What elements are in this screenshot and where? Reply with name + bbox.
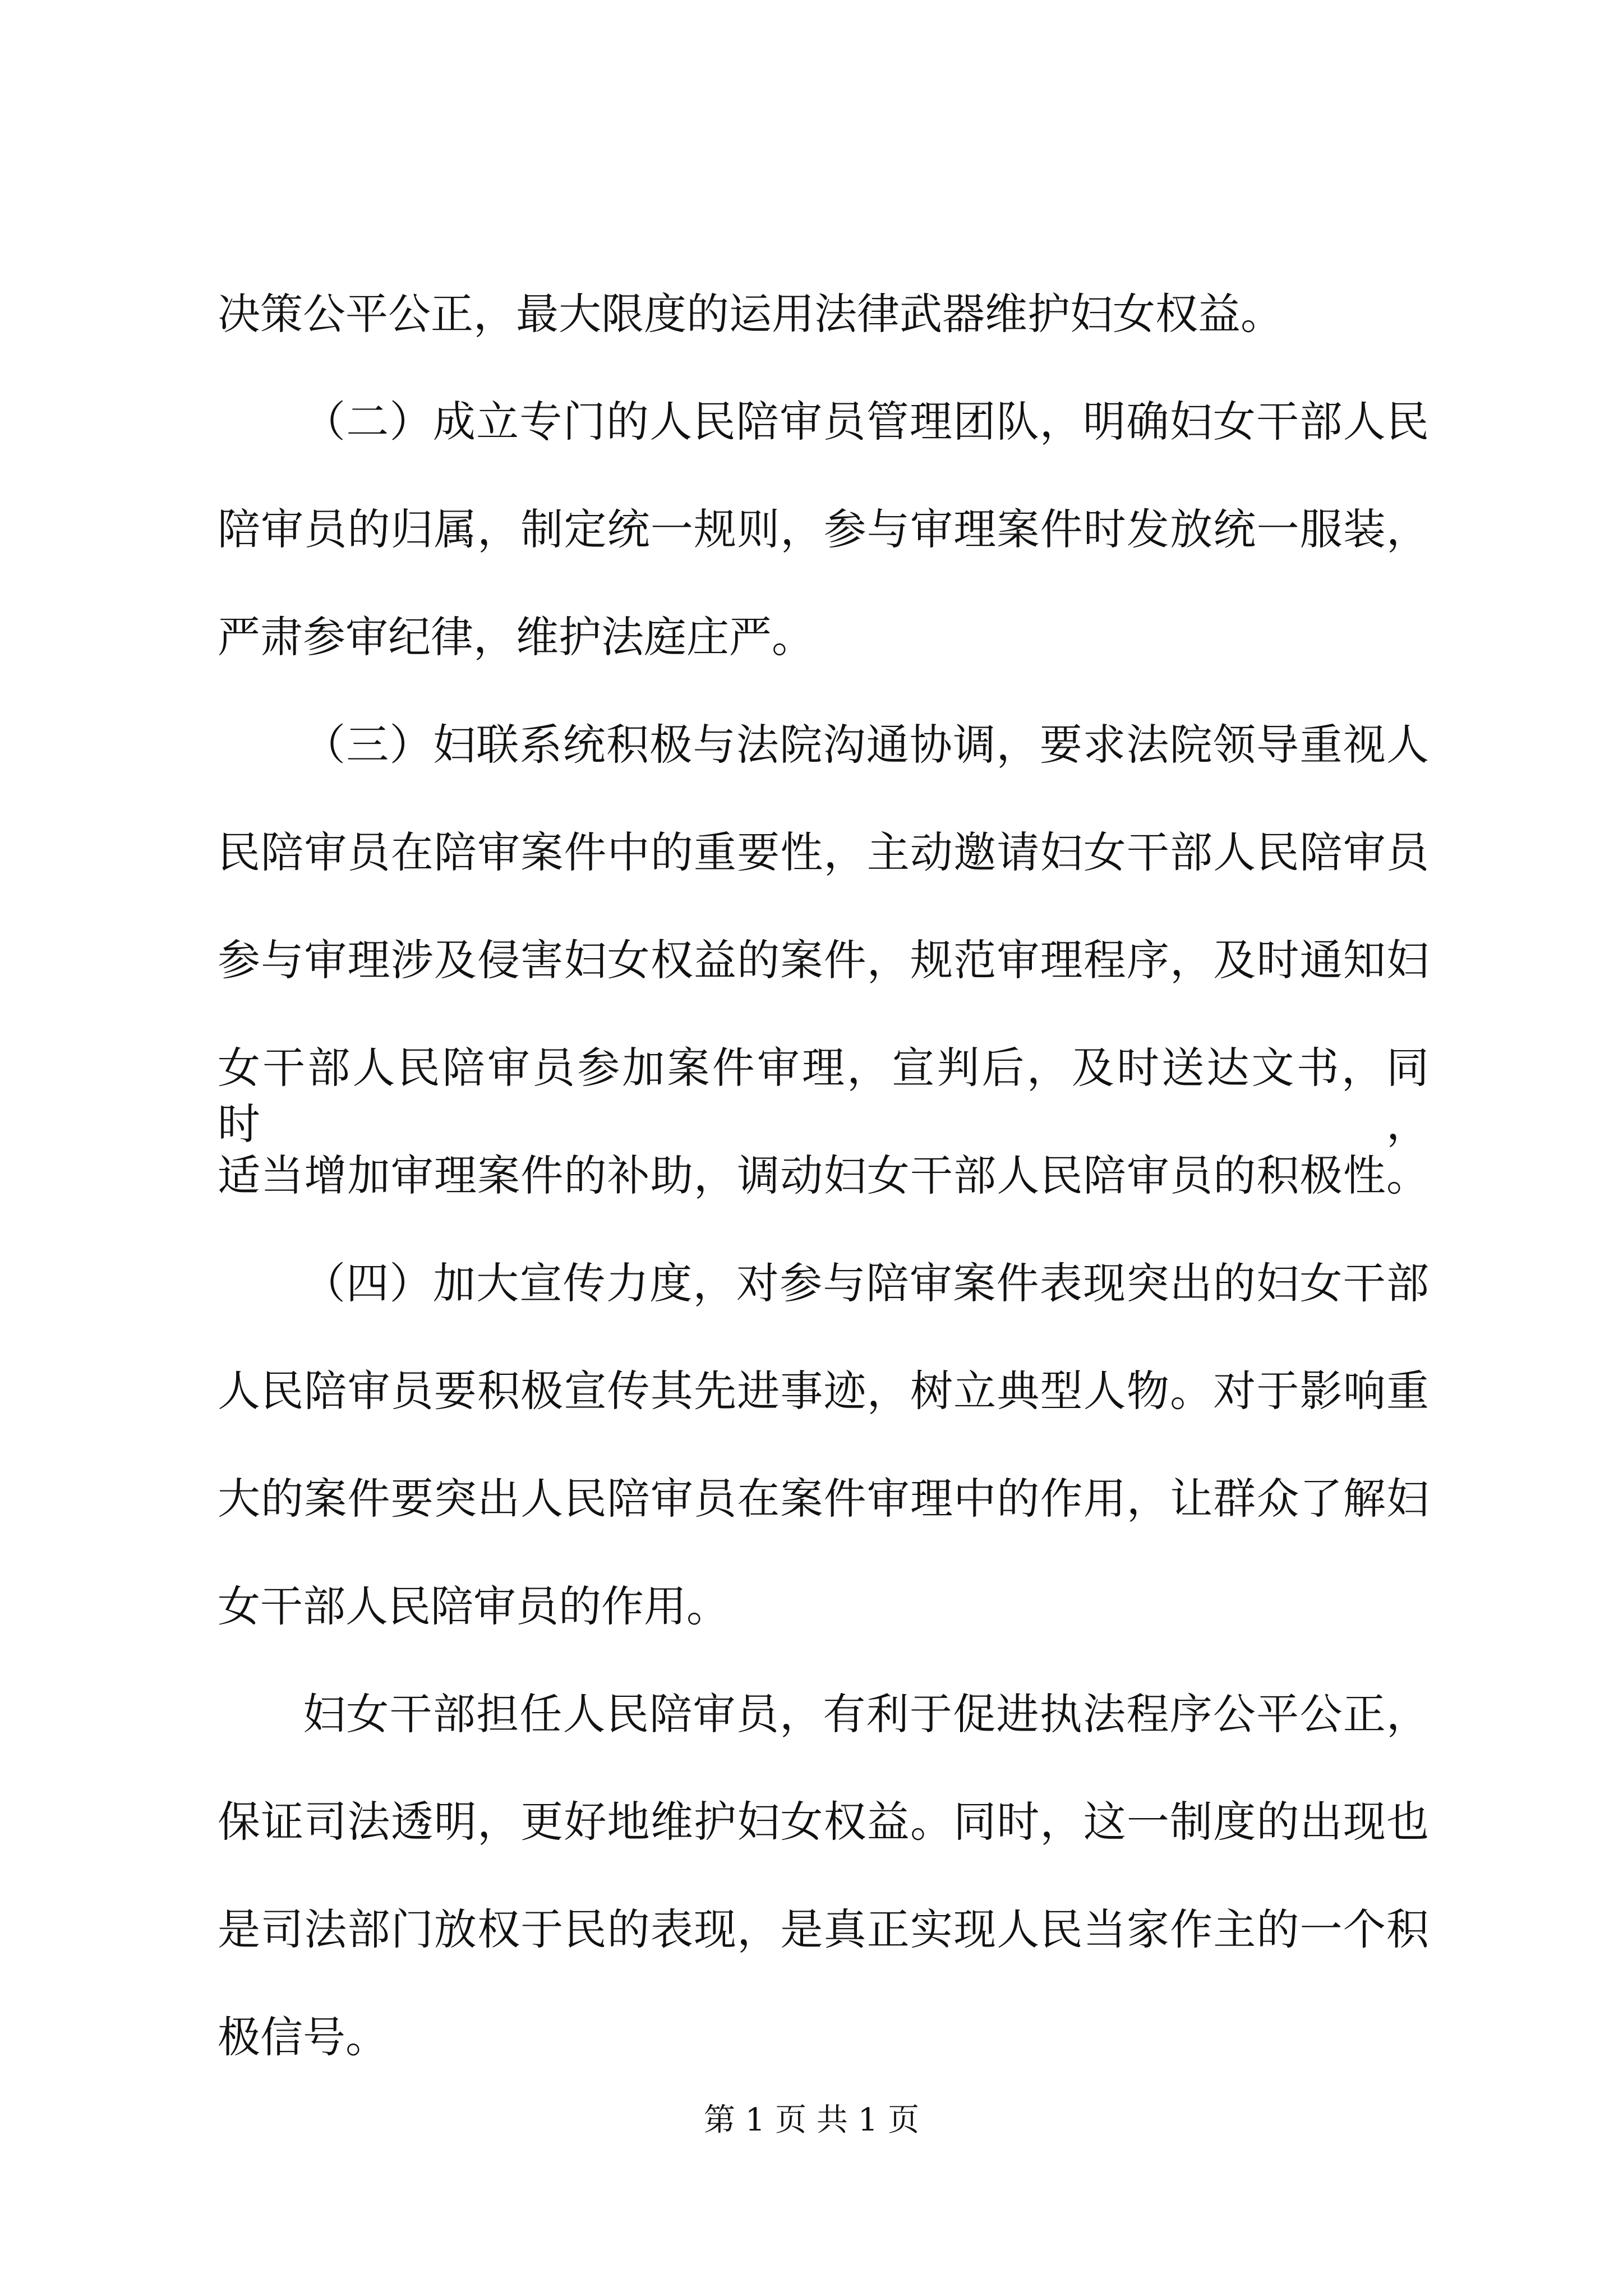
- paragraph-line: 妇女干部担任人民陪审员，有利于促进执法程序公平公正，: [303, 1689, 1429, 1739]
- paragraph-line: （二）成立专门的人民陪审员管理团队，明确妇女干部人民: [303, 397, 1429, 447]
- paragraph-line: （三）妇联系统积极与法院沟通协调，要求法院领导重视人: [303, 720, 1429, 770]
- paragraph-line: 保证司法透明，更好地维护妇女权益。同时，这一制度的出现也: [218, 1797, 1429, 1847]
- paragraph-line: 人民陪审员要积极宣传其先进事迹，树立典型人物。对于影响重: [218, 1366, 1429, 1416]
- paragraph-line: 决策公平公正，最大限度的运用法律武器维护妇女权益。: [218, 289, 1283, 339]
- paragraph-line: 适当增加审理案件的补助，调动妇女干部人民陪审员的积极性。: [218, 1151, 1429, 1200]
- paragraph-line: 陪审员的归属，制定统一规则，参与审理案件时发放统一服装，: [218, 504, 1429, 554]
- paragraph-line: 严肃参审纪律，维护法庭庄严。: [218, 612, 814, 662]
- page-number-footer: 第 1 页 共 1 页: [703, 2102, 920, 2138]
- paragraph-line: 女干部人民陪审员的作用。: [218, 1581, 729, 1631]
- paragraph-line: 是司法部门放权于民的表现，是真正实现人民当家作主的一个积: [218, 1904, 1429, 1954]
- paragraph-line: 大的案件要突出人民陪审员在案件审理中的作用，让群众了解妇: [218, 1474, 1429, 1524]
- paragraph-line: （四）加大宣传力度，对参与陪审案件表现突出的妇女干部: [303, 1258, 1429, 1308]
- paragraph-line: 参与审理涉及侵害妇女权益的案件，规范审理程序，及时通知妇: [218, 935, 1429, 985]
- paragraph-line: 极信号。: [218, 2012, 388, 2062]
- paragraph-line: 民陪审员在陪审案件中的重要性，主动邀请妇女干部人民陪审员: [218, 827, 1429, 877]
- paragraph-line: 女干部人民陪审员参加案件审理，宣判后，及时送达文书，同时，: [218, 1043, 1429, 1149]
